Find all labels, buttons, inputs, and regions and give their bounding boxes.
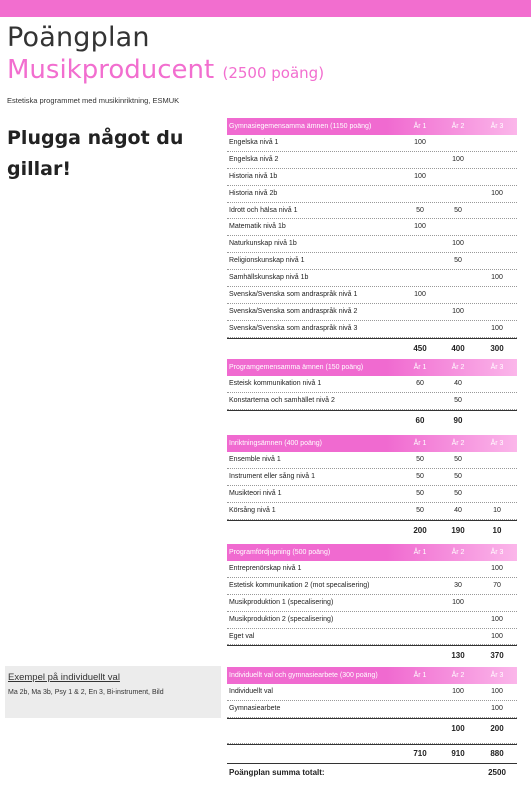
table-row bbox=[227, 270, 517, 287]
table-row bbox=[227, 684, 517, 701]
year-2-points: 50 bbox=[454, 489, 462, 497]
course-name: Historia nivå 1b bbox=[229, 172, 278, 180]
course-name: Engelska nivå 2 bbox=[229, 155, 279, 163]
sum-year-2: 90 bbox=[453, 415, 463, 425]
course-table-program bbox=[227, 359, 517, 428]
table-row bbox=[227, 701, 517, 718]
year-1-points: 50 bbox=[416, 456, 424, 463]
program-subtitle: Estetiska programmet med musikinriktning, ESMUK bbox=[7, 96, 180, 105]
program-title bbox=[7, 55, 324, 85]
sum-year-3: 200 bbox=[490, 723, 504, 733]
course-name: Gymnasiearbete bbox=[229, 704, 281, 712]
course-name: Individuellt val bbox=[229, 688, 273, 695]
year-2-header: År 2 bbox=[451, 440, 465, 447]
table-sum-row bbox=[227, 520, 517, 538]
year-1-header: År 1 bbox=[413, 440, 427, 447]
year-3-points: 100 bbox=[491, 704, 503, 712]
top-accent-bar bbox=[0, 0, 531, 17]
table-rows bbox=[227, 684, 517, 718]
table-row bbox=[227, 186, 517, 203]
individual-choice-example-box bbox=[5, 666, 221, 718]
course-name: Entreprenörskap nivå 1 bbox=[229, 565, 302, 572]
table-title: Inriktningsämnen (400 poäng) bbox=[229, 440, 323, 447]
year-2-header: År 2 bbox=[451, 123, 465, 130]
year-3-points: 100 bbox=[491, 632, 503, 640]
sum-year-1: 450 bbox=[413, 343, 427, 353]
year-2-header: År 2 bbox=[451, 364, 465, 371]
year-3-points: 10 bbox=[493, 506, 501, 514]
table-row bbox=[227, 219, 517, 236]
table-row bbox=[227, 321, 517, 338]
year-2-points: 30 bbox=[454, 581, 462, 589]
course-name: Engelska nivå 1 bbox=[229, 139, 279, 146]
example-box-title: Exempel på individuellt val bbox=[8, 672, 120, 683]
course-name: Musikproduktion 1 (specalisering) bbox=[229, 598, 334, 606]
year-2-points: 50 bbox=[454, 456, 462, 463]
grand-sum-year-2: 910 bbox=[451, 749, 465, 758]
sum-year-1: 200 bbox=[413, 525, 427, 535]
course-name: Konstarterna och samhället nivå 2 bbox=[229, 396, 335, 404]
table-row bbox=[227, 253, 517, 270]
slogan: Plugga något du gillar! bbox=[7, 127, 184, 180]
sum-year-2: 190 bbox=[451, 525, 465, 535]
year-1-header: År 1 bbox=[413, 123, 427, 130]
year-2-points: 40 bbox=[454, 380, 462, 387]
year-2-points: 100 bbox=[452, 307, 464, 315]
table-row bbox=[227, 304, 517, 321]
table-sum-row bbox=[227, 718, 517, 736]
year-2-points: 100 bbox=[452, 240, 464, 248]
total-points-row bbox=[227, 763, 517, 781]
example-box-text: Ma 2b, Ma 3b, Psy 1 & 2, En 3, Bi-instrument, Bild bbox=[8, 689, 164, 696]
course-name: Musikproduktion 2 (specalisering) bbox=[229, 615, 334, 623]
table-rows bbox=[227, 135, 517, 338]
year-1-points: 60 bbox=[416, 380, 424, 387]
year-2-points: 50 bbox=[454, 472, 462, 480]
course-name: Naturkunskap nivå 1b bbox=[229, 240, 297, 248]
table-row bbox=[227, 135, 517, 152]
table-row bbox=[227, 452, 517, 469]
year-2-header: År 2 bbox=[451, 549, 465, 556]
table-row bbox=[227, 376, 517, 393]
table-row bbox=[227, 486, 517, 503]
year-3-points: 100 bbox=[491, 688, 503, 695]
course-name: Eget val bbox=[229, 632, 255, 640]
year-1-points: 100 bbox=[414, 223, 426, 231]
year-3-points: 70 bbox=[493, 581, 501, 589]
year-2-points: 50 bbox=[454, 257, 462, 265]
program-name: Musikproducent bbox=[7, 55, 215, 85]
sum-year-2: 400 bbox=[451, 343, 465, 353]
course-name: Ensemble nivå 1 bbox=[229, 456, 281, 463]
table-rows bbox=[227, 376, 517, 410]
course-table-general bbox=[227, 118, 517, 356]
table-sum-row bbox=[227, 338, 517, 356]
table-title: Programgemensamma ämnen (150 poäng) bbox=[229, 364, 364, 371]
table-row bbox=[227, 203, 517, 220]
table-row bbox=[227, 503, 517, 520]
year-3-header: År 3 bbox=[490, 123, 504, 130]
table-title: Programfördjupning (500 poäng) bbox=[229, 549, 331, 556]
program-points: (2500 poäng) bbox=[222, 64, 325, 82]
table-header bbox=[227, 435, 517, 452]
year-2-points: 100 bbox=[452, 688, 464, 695]
year-3-header: År 3 bbox=[490, 549, 504, 556]
table-title: Gymnasiegemensamma ämnen (1150 poäng) bbox=[229, 123, 372, 130]
course-name: Estetisk kommunikation 2 (mot specalisering) bbox=[229, 581, 370, 589]
table-row bbox=[227, 629, 517, 646]
table-row bbox=[227, 236, 517, 253]
table-row bbox=[227, 393, 517, 410]
grand-sum-row bbox=[227, 744, 517, 762]
year-2-points: 40 bbox=[454, 506, 462, 514]
table-header bbox=[227, 667, 517, 684]
course-name: Körsång nivå 1 bbox=[229, 506, 276, 514]
table-row bbox=[227, 595, 517, 612]
course-name: Esteisk kommunikation nivå 1 bbox=[229, 380, 322, 387]
total-label: Poängplan summa totalt: bbox=[229, 768, 325, 777]
year-1-points: 100 bbox=[414, 291, 426, 299]
table-sum-row bbox=[227, 410, 517, 428]
year-1-header: År 1 bbox=[413, 672, 427, 679]
year-2-points: 50 bbox=[454, 396, 462, 404]
course-name: Matematik nivå 1b bbox=[229, 223, 286, 231]
table-header bbox=[227, 544, 517, 561]
sum-year-2: 130 bbox=[451, 651, 465, 661]
course-name: Historia nivå 2b bbox=[229, 189, 278, 197]
table-row bbox=[227, 578, 517, 595]
sum-year-3: 10 bbox=[492, 525, 502, 535]
course-table-deepening bbox=[227, 544, 517, 663]
grand-sum-year-1: 710 bbox=[413, 749, 427, 758]
year-3-header: År 3 bbox=[490, 440, 504, 447]
grand-sum-year-3: 880 bbox=[490, 749, 504, 758]
year-1-points: 50 bbox=[416, 472, 424, 480]
year-1-points: 50 bbox=[416, 206, 424, 214]
year-3-points: 100 bbox=[491, 565, 503, 572]
table-title: Individuellt val och gymnasiearbete (300 poäng) bbox=[229, 672, 378, 679]
year-3-points: 100 bbox=[491, 615, 503, 623]
year-3-points: 100 bbox=[491, 189, 503, 197]
table-row bbox=[227, 612, 517, 629]
course-name: Samhällskunskap nivå 1b bbox=[229, 274, 309, 282]
table-header bbox=[227, 359, 517, 376]
table-row bbox=[227, 287, 517, 304]
year-1-header: År 1 bbox=[413, 364, 427, 371]
sum-year-3: 300 bbox=[490, 343, 504, 353]
course-name: Religionskunskap nivå 1 bbox=[229, 257, 305, 265]
table-row bbox=[227, 169, 517, 186]
table-sum-row bbox=[227, 645, 517, 663]
year-1-points: 100 bbox=[414, 139, 426, 146]
year-3-header: År 3 bbox=[490, 672, 504, 679]
course-name: Svenska/Svenska som andraspråk nivå 2 bbox=[229, 307, 358, 315]
sum-year-1: 60 bbox=[415, 415, 425, 425]
table-row bbox=[227, 469, 517, 486]
page-title: Poängplan bbox=[7, 22, 150, 53]
year-1-points: 50 bbox=[416, 489, 424, 497]
year-3-points: 100 bbox=[491, 324, 503, 332]
year-3-header: År 3 bbox=[490, 364, 504, 371]
sum-year-3: 370 bbox=[490, 651, 504, 661]
course-name: Instrument eller sång nivå 1 bbox=[229, 472, 315, 480]
table-row bbox=[227, 152, 517, 169]
year-2-points: 50 bbox=[454, 206, 462, 214]
course-name: Svenska/Svenska som andraspråk nivå 1 bbox=[229, 291, 358, 299]
year-1-points: 50 bbox=[416, 506, 424, 514]
table-row bbox=[227, 561, 517, 578]
sum-year-2: 100 bbox=[451, 723, 465, 733]
year-2-points: 100 bbox=[452, 155, 464, 163]
course-name: Musikteori nivå 1 bbox=[229, 489, 282, 497]
course-table-individual bbox=[227, 667, 517, 736]
year-3-points: 100 bbox=[491, 274, 503, 282]
year-1-header: År 1 bbox=[413, 549, 427, 556]
course-name: Svenska/Svenska som andraspråk nivå 3 bbox=[229, 324, 358, 332]
total-value: 2500 bbox=[488, 768, 506, 777]
year-1-points: 100 bbox=[414, 172, 426, 180]
table-rows bbox=[227, 452, 517, 520]
year-2-header: År 2 bbox=[451, 672, 465, 679]
course-table-specialisation bbox=[227, 435, 517, 538]
table-rows bbox=[227, 561, 517, 645]
course-name: Idrott och hälsa nivå 1 bbox=[229, 206, 298, 214]
year-2-points: 100 bbox=[452, 598, 464, 606]
table-header bbox=[227, 118, 517, 135]
